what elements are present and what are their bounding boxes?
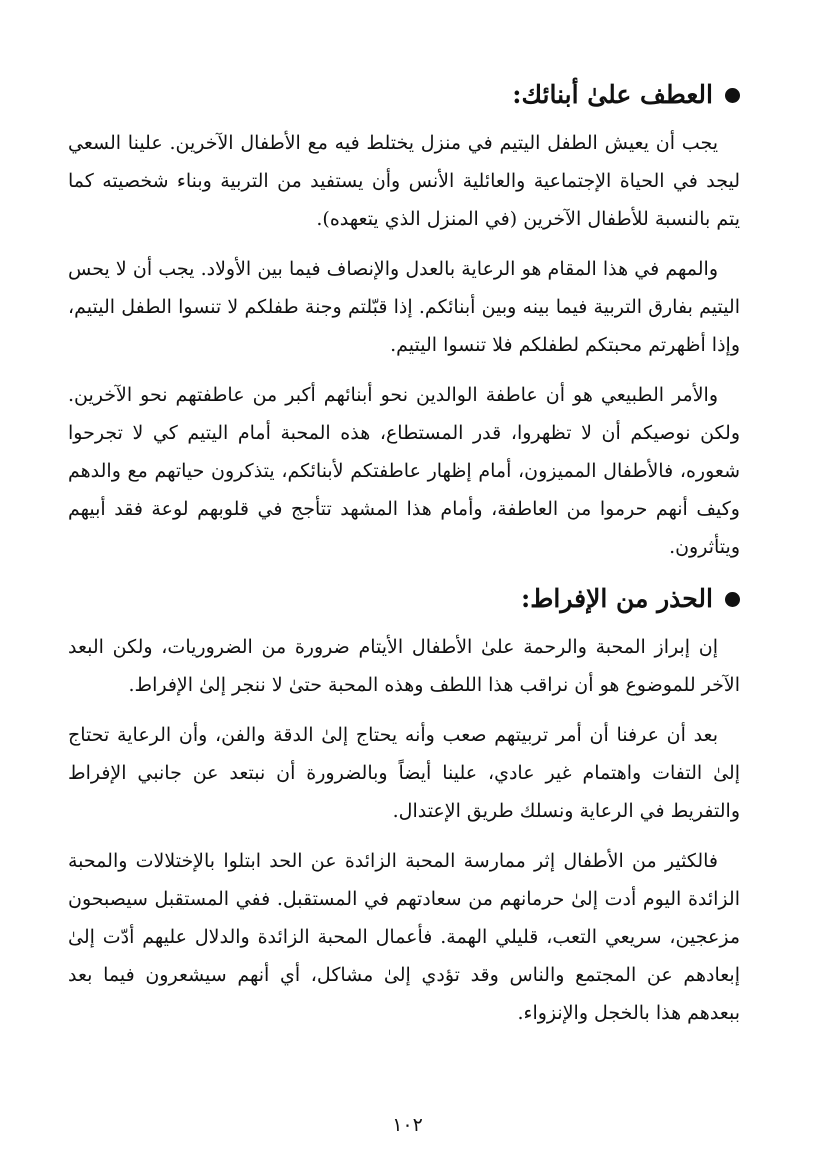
paragraph: إن إبراز المحبة والرحمة علىٰ الأطفال الأيتام ضرورة من الضروريات، ولكن البعد الآخر للموضوع هو أن نراقب هذا اللطف وهذه المحبة حتىٰ لا ننجر إلىٰ الإفراط. [68, 636, 740, 696]
section-kindness [68, 72, 740, 566]
paragraph: والمهم في هذا المقام هو الرعاية بالعدل والإنصاف فيما بين الأولاد. يجب أن لا يحس اليتيم بفارق التربية فيما بينه وبين أبنائكم. إذا قبّلتم وجنة طفلكم لا تنسوا الطفل اليتيم، وإذا أظهرتم محبتكم لطفلكم فلا تنسوا اليتيم. [68, 258, 740, 356]
section-heading-text: العطف علىٰ أبنائك: [512, 80, 713, 109]
paragraph: يجب أن يعيش الطفل اليتيم في منزل يختلط فيه مع الأطفال الآخرين. علينا السعي ليجد في الحياة الإجتماعية والعائلية الأنس وأن يستفيد من التربية وبناء شخصيته كما يتم بالنسبة للأطفال الآخرين (في المنزل الذي يتعهده). [68, 132, 740, 230]
page-number: ١٠٢ [392, 1114, 423, 1136]
paragraph: والأمر الطبيعي هو أن عاطفة الوالدين نحو أبنائهم أكبر من عاطفتهم نحو الآخرين. ولكن نوصيكم أن لا تظهروا، قدر المستطاع، هذه المحبة أمام اليتيم كي لا تجرحوا شعوره، فالأطفال المميزون، أمام إظهار عاطفتكم لأبنائكم، يتذكرون حياتهم مع والدهم وكيف أنهم حرموا من العاطفة، وأمام هذا المشهد تتأجج في قلوبهم لوعة فقد أبيهم ويتأثرون. [68, 384, 740, 558]
section-excess [68, 576, 740, 1032]
page-content [68, 72, 740, 1032]
bullet-icon [725, 592, 740, 607]
paragraph: فالكثير من الأطفال إثر ممارسة المحبة الزائدة عن الحد ابتلوا بالإختلالات والمحبة الزائدة اليوم أدت إلىٰ حرمانهم من سعادتهم في المستقبل. ففي المستقبل سيصبحون مزعجين، سريعي التعب، قليلي الهمة. فأعمال المحبة الزائدة والدلال عليهم أدّت إلىٰ إبعادهم عن المجتمع والناس وقد تؤدي إلىٰ مشاكل، أي أنهم سيشعرون فيما بعد ببعدهم هذا بالخجل والإنزواء. [68, 850, 740, 1024]
section-heading-text: الحذر من الإفراط: [521, 584, 713, 613]
section-heading [68, 72, 740, 118]
paragraph: بعد أن عرفنا أن أمر تربيتهم صعب وأنه يحتاج إلىٰ الدقة والفن، وأن الرعاية تحتاج إلىٰ التفات واهتمام غير عادي، علينا أيضاً وبالضرورة أن نبتعد عن جانبي الإفراط والتفريط في الرعاية ونسلك طريق الإعتدال. [68, 724, 740, 822]
bullet-icon [725, 88, 740, 103]
section-heading [68, 576, 740, 622]
